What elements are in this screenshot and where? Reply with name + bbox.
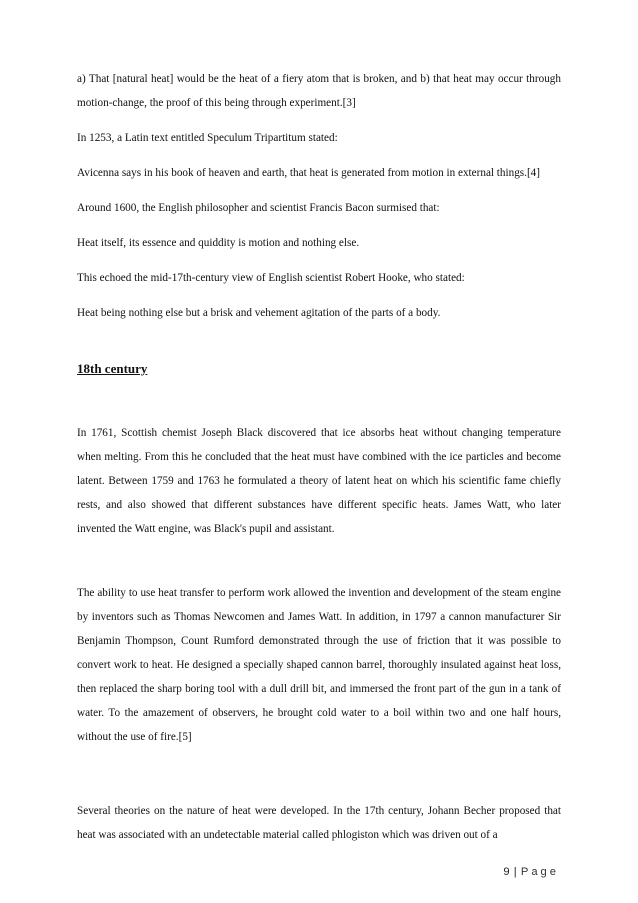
- paragraph-theories-heat: Several theories on the nature of heat were developed. In the 17th century, Johann Becher proposed that heat was associated with an undetectable material called phlogiston which was driven out of a: [77, 805, 561, 841]
- page-footer: [503, 866, 559, 878]
- document-page: [77, 67, 561, 858]
- paragraph-bacon-intro: Around 1600, the English philosopher and scientist Francis Bacon surmised that:: [77, 202, 440, 214]
- paragraph-speculum-intro: In 1253, a Latin text entitled Speculum Tripartitum stated:: [77, 132, 338, 144]
- paragraph-hooke-quote: Heat being nothing else but a brisk and vehement agitation of the parts of a body.: [77, 307, 441, 319]
- paragraph-steam-engine: The ability to use heat transfer to perform work allowed the invention and development of the steam engine by inventors such as Thomas Newcomen and James Watt. In addition, in 1797 a cannon manufacturer Sir Benjamin Thompson, Count Rumford demonstrated through the use of friction that it was possible to convert work to heat. He designed a specially shaped cannon barrel, thoroughly insulated against heat loss, then replaced the sharp boring tool with a dull drill bit, and immersed the front part of the gun in a tank of water. To the amazement of observers, he brought cold water to a boil within two and one half hours, without the use of fire.[5]: [77, 587, 561, 743]
- page-number: 9: [503, 866, 510, 878]
- paragraph-avicenna-quote: Avicenna says in his book of heaven and earth, that heat is generated from motion in external things.[4]: [77, 167, 541, 179]
- page-label: Page: [520, 866, 559, 878]
- footer-separator: |: [513, 866, 517, 878]
- section-heading-18th-century: 18th century: [77, 361, 148, 376]
- paragraph-bacon-quote: Heat itself, its essence and quiddity is motion and nothing else.: [77, 237, 360, 249]
- paragraph-joseph-black: In 1761, Scottish chemist Joseph Black discovered that ice absorbs heat without changing temperature when melting. From this he concluded that the heat must have combined with the ice particles and become latent. Between 1759 and 1763 he formulated a theory of latent heat on which his scientific fame chiefly rests, and also showed that different substances have different specific heats. James Watt, who later invented the Watt engine, was Black's pupil and assistant.: [77, 427, 561, 535]
- paragraph-hooke-intro: This echoed the mid-17th-century view of English scientist Robert Hooke, who stated:: [77, 272, 465, 284]
- paragraph-atom-heat: a) That [natural heat] would be the heat of a fiery atom that is broken, and b) that heat may occur through motion-change, the proof of this being through experiment.[3]: [77, 73, 561, 109]
